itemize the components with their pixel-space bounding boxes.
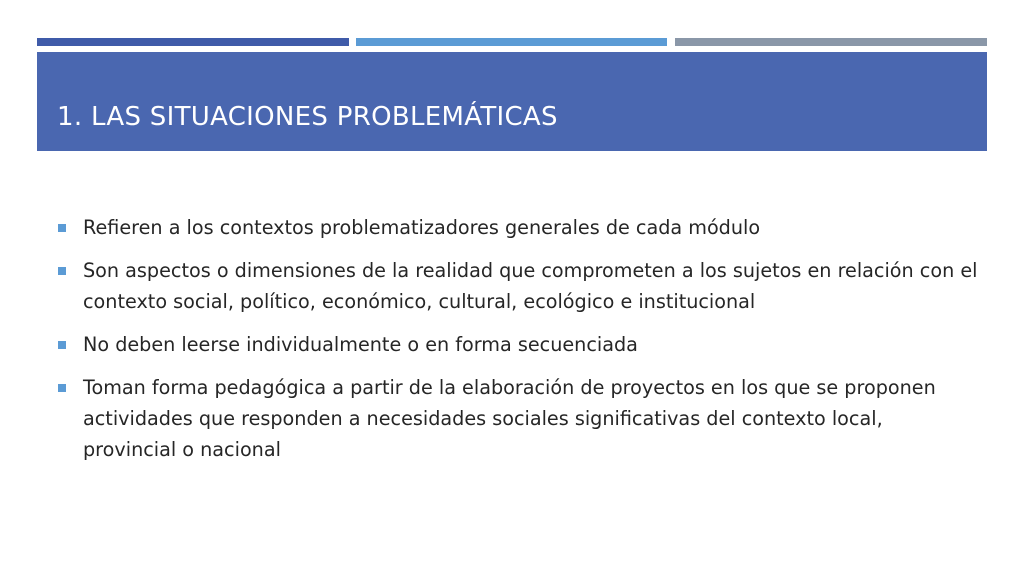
bullet-item	[58, 329, 978, 360]
bullet-item	[58, 372, 978, 465]
title-band	[37, 52, 987, 151]
bullet-text: Son aspectos o dimensiones de la realidad que comprometen a los sujetos en relación con el contexto social, político, económico, cultural, ecológico e institucional	[83, 259, 978, 313]
accent-bar-left	[37, 38, 349, 46]
bullet-text: No deben leerse individualmente o en forma secuenciada	[83, 333, 638, 356]
bullet-text: Toman forma pedagógica a partir de la elaboración de proyectos en los que se proponen actividades que responden a necesidades sociales significativas del contexto local, provincial o nacional	[83, 376, 936, 461]
accent-bar-right	[675, 38, 987, 46]
slide-title: 1. LAS SITUACIONES PROBLEMÁTICAS	[57, 102, 558, 132]
bullet-list	[58, 212, 978, 477]
bullet-item	[58, 255, 978, 317]
square-bullet-icon	[58, 341, 66, 349]
bullet-item	[58, 212, 978, 243]
bullet-text: Refieren a los contextos problematizadores generales de cada módulo	[83, 216, 761, 239]
square-bullet-icon	[58, 384, 66, 392]
square-bullet-icon	[58, 267, 66, 275]
square-bullet-icon	[58, 224, 66, 232]
accent-bar-middle	[356, 38, 667, 46]
